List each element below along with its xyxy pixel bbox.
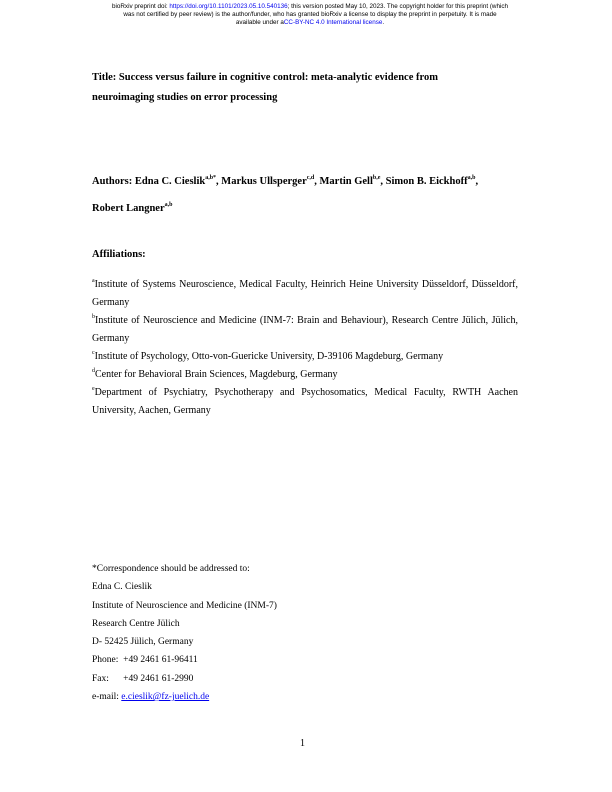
paper-title: [92, 68, 532, 108]
title-line-2: neuroimaging studies on error processing: [92, 92, 278, 103]
affiliation-sup: d: [92, 368, 95, 374]
affiliation-item: [92, 312, 518, 348]
doi-link[interactable]: https://doi.org/10.1101/2023.05.10.540136: [169, 3, 288, 10]
author-affiliation-sup: a,b: [164, 202, 173, 208]
affiliation-sup: b: [92, 314, 95, 320]
affiliation-item: [92, 384, 518, 420]
phone-number: +49 2461 61-96411: [123, 655, 198, 666]
author-affiliation-sup: a,b*: [205, 175, 217, 181]
affiliations-list: [92, 276, 518, 420]
email-link[interactable]: e.cieslik@fz-juelich.de: [121, 692, 210, 703]
author-separator: ,: [216, 176, 222, 187]
license-link[interactable]: CC-BY-NC 4.0 International license: [283, 19, 383, 26]
author-name: Simon B. Eickhoff: [385, 176, 468, 187]
author-separator: ,: [314, 176, 320, 187]
affiliation-item: [92, 348, 518, 366]
banner-line-2: was not certified by peer review) is the author/funder, who has granted bioRxiv a license to display the preprint in perpetuity. It is made: [123, 11, 497, 18]
author-name: Markus Ullsperger: [221, 176, 307, 187]
correspondence-heading: *Correspondence should be addressed to:: [92, 564, 250, 574]
phone-label: Phone:: [92, 655, 119, 666]
biorxiv-banner: [40, 3, 580, 27]
author-affiliation-sup: c,d: [306, 175, 315, 181]
banner-prefix: bioRxiv preprint doi:: [111, 3, 170, 10]
email-label: e-mail:: [92, 692, 122, 703]
correspondence-phone: [92, 651, 277, 669]
correspondence-centre: Research Centre Jülich: [92, 618, 180, 629]
affiliations-heading: Affiliations:: [92, 249, 146, 260]
affiliation-text: Institute of Psychology, Otto-von-Guericke University, D-39106 Magdeburg, Germany: [94, 351, 444, 362]
correspondence-fax: [92, 670, 277, 688]
banner-license-suffix: .: [382, 19, 385, 26]
affiliation-text: Institute of Systems Neuroscience, Medical Faculty, Heinrich Heine University Düsseldorf, Düsseldorf, Germany: [92, 279, 518, 308]
authors-prefix: Authors:: [92, 176, 135, 187]
affiliation-sup: e: [92, 386, 95, 392]
affiliation-sup: c: [92, 350, 95, 356]
author-affiliation-sup: a,b: [467, 175, 476, 181]
author-name: Edna C. Cieslik: [134, 176, 206, 187]
author-separator: ,: [475, 176, 479, 187]
affiliation-text: Institute of Neuroscience and Medicine (INM-7: Brain and Behaviour), Research Centre Jülich, Jülich, Germany: [92, 315, 518, 344]
correspondence-name: Edna C. Cieslik: [92, 582, 152, 593]
author-name: Robert Langner: [92, 203, 165, 214]
fax-number: +49 2461 61-2990: [123, 673, 194, 684]
banner-line-1: [40, 3, 580, 11]
title-line-1: Title: Success versus failure in cognitive control: meta-analytic evidence from: [92, 72, 438, 83]
banner-license-prefix: available under a: [235, 19, 284, 26]
affiliation-item: [92, 366, 518, 384]
author-affiliation-sup: b,e: [372, 175, 381, 181]
affiliation-text: Center for Behavioral Brain Sciences, Magdeburg, Germany: [95, 369, 338, 380]
correspondence-email: [92, 688, 277, 706]
correspondence-institute: Institute of Neuroscience and Medicine (INM-7): [92, 600, 277, 611]
correspondence-city: D- 52425 Jülich, Germany: [92, 637, 194, 648]
author-separator: ,: [380, 176, 386, 187]
correspondence-block: [92, 560, 277, 706]
author-list: [92, 168, 532, 222]
banner-line-3: [40, 19, 580, 27]
affiliation-item: [92, 276, 518, 312]
banner-copyright-text: ; this version posted May 10, 2023. The copyright holder for this preprint (which: [287, 3, 509, 10]
author-name: Martin Gell: [319, 176, 373, 187]
page-number: 1: [300, 738, 305, 749]
fax-label: Fax:: [92, 673, 109, 684]
affiliation-sup: a: [92, 278, 95, 284]
affiliation-text: Department of Psychiatry, Psychotherapy and Psychosomatics, Medical Faculty, RWTH Aachen University, Aachen, Germany: [92, 387, 518, 416]
